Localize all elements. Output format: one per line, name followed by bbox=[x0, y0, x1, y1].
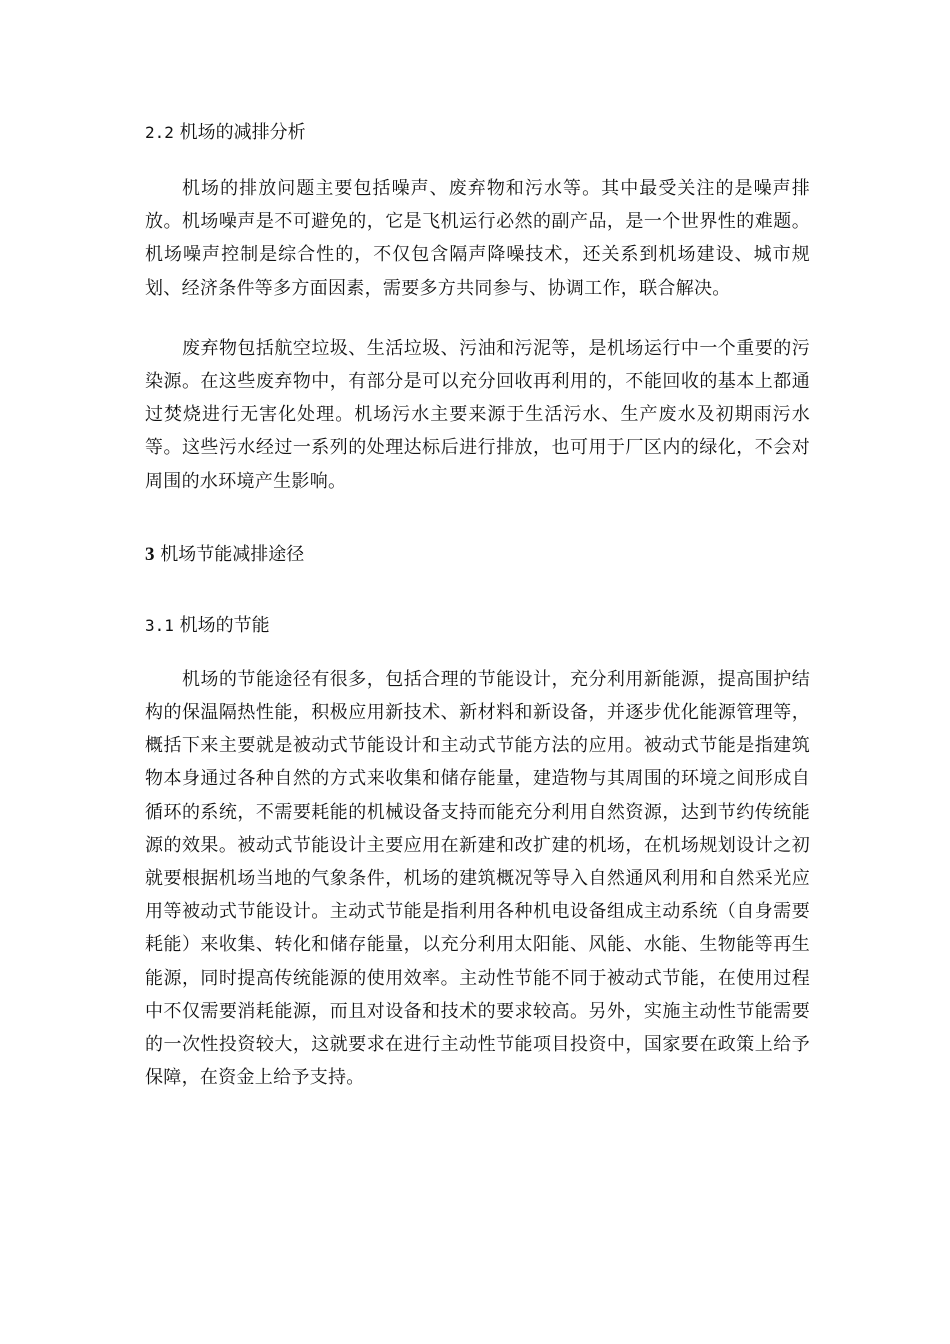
document-page bbox=[145, 118, 810, 1094]
section-title: 机场节能减排途径 bbox=[160, 543, 305, 565]
section-number: 3 bbox=[145, 543, 155, 565]
paragraph-emissions-overview: 机场的排放问题主要包括噪声、废弃物和污水等。其中最受关注的是噪声排放。机场噪声是不可避免的，它是飞机运行必然的副产品，是一个世界性的难题。机场噪声控制是综合性的，不仅包含隔声降噪技术，还关系到机场建设、城市规划、经济条件等多方面因素，需要多方共同参与、协调工作，联合解决。 bbox=[145, 178, 810, 299]
section-heading-2-2 bbox=[145, 118, 810, 148]
section-heading-3-1 bbox=[145, 611, 810, 641]
section-title: 机场的减排分析 bbox=[179, 122, 306, 143]
paragraph-energy-saving: 机场的节能途径有很多，包括合理的节能设计，充分利用新能源，提高围护结构的保温隔热性能，积极应用新技术、新材料和新设备，并逐步优化能源管理等，概括下来主要就是被动式节能设计和主动式节能方法的应用。被动式节能是指建筑物本身通过各种自然的方式来收集和储存能量，建造物与其周围的环境之间形成自循环的系统，不需要耗能的机械设备支持而能充分利用自然资源，达到节约传统能源的效果。被动式节能设计主要应用在新建和改扩建的机场，在机场规划设计之初就要根据机场当地的气象条件，机场的建筑概况等导入自然通风利用和自然采光应用等被动式节能设计。主动式节能是指利用各种机电设备组成主动系统（自身需要耗能）来收集、转化和储存能量，以充分利用太阳能、风能、水能、生物能等再生能源，同时提高传统能源的使用效率。主动性节能不同于被动式节能，在使用过程中不仅需要消耗能源，而且对设备和技术的要求较高。另外，实施主动性节能需要的一次性投资较大，这就要求在进行主动性节能项目投资中，国家要在政策上给予保障，在资金上给予支持。 bbox=[145, 668, 810, 1089]
section-heading-3 bbox=[145, 540, 810, 570]
paragraph-waste-and-sewage: 废弃物包括航空垃圾、生活垃圾、污油和污泥等，是机场运行中一个重要的污染源。在这些废弃物中，有部分是可以充分回收再利用的，不能回收的基本上都通过焚烧进行无害化处理。机场污水主要来源于生活污水、生产废水及初期雨污水等。这些污水经过一系列的处理达标后进行排放，也可用于厂区内的绿化，不会对周围的水环境产生影响。 bbox=[145, 337, 810, 492]
section-number: 2.2 bbox=[145, 123, 174, 142]
section-number: 3.1 bbox=[145, 615, 174, 635]
section-title: 机场的节能 bbox=[179, 614, 270, 636]
